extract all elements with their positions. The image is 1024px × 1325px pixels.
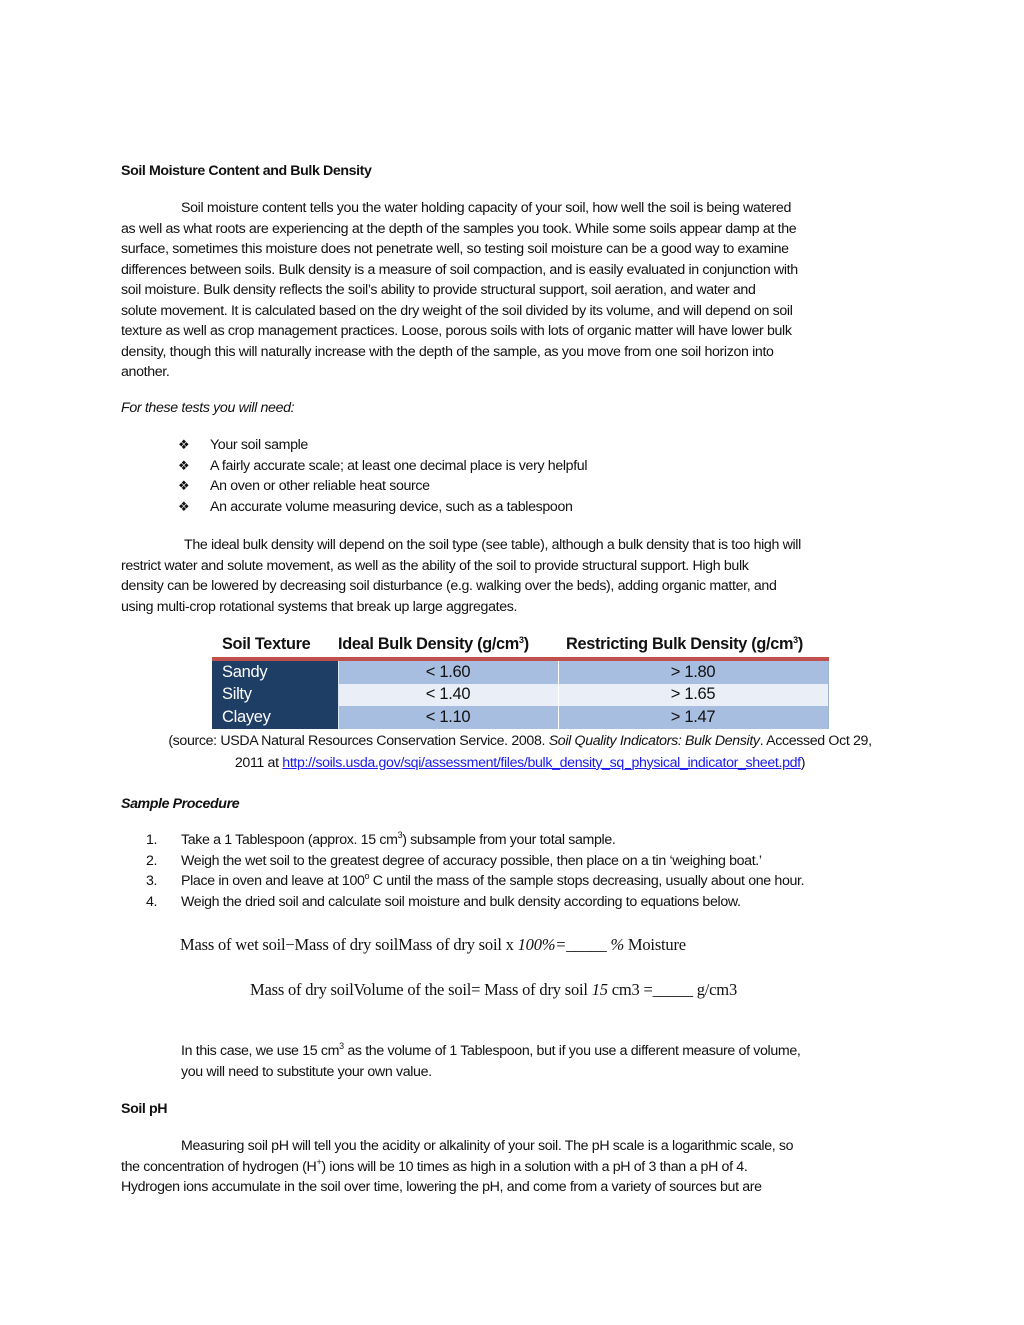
- list-item: ❖ Your soil sample: [178, 435, 587, 456]
- header-soil-texture: Soil Texture: [212, 633, 338, 659]
- paragraph-line: Hydrogen ions accumulate in the soil over time, lowering the pH, and come from a variety of sources but are: [121, 1179, 762, 1195]
- moisture-equation: Mass of wet soil−Mass of dry soilMass of dry soil x 100%=_____ % Moisture: [180, 935, 686, 954]
- table-header-row: [212, 633, 828, 659]
- needs-label: For these tests you will need:: [121, 400, 295, 416]
- cell-restricting: > 1.47: [558, 706, 828, 729]
- bulk-density-equation: Mass of dry soilVolume of the soil= Mass of dry soil 15 cm3 =_____ g/cm3: [250, 980, 737, 999]
- procedure-step: 4. Weigh the dried soil and calculate soil moisture and bulk density according to equations below.: [146, 893, 741, 910]
- note-line: you will need to substitute your own value.: [181, 1063, 432, 1080]
- bulk-density-table: [212, 633, 829, 729]
- cell-ideal: < 1.10: [338, 706, 558, 729]
- intro-line: surface, sometimes this moisture does not penetrate well, so testing soil moisture can be a good way to examine: [121, 241, 789, 257]
- list-item: ❖ An accurate volume measuring device, such as a tablespoon: [178, 497, 587, 518]
- intro-line: Soil moisture content tells you the water holding capacity of your soil, how well the soil is being watered: [181, 200, 791, 216]
- table-row: [212, 684, 828, 707]
- list-item: ❖ An oven or other reliable heat source: [178, 476, 587, 497]
- citation-title: Soil Quality Indicators: Bulk Density: [548, 733, 760, 749]
- list-item: ❖ A fairly accurate scale; at least one decimal place is very helpful: [178, 456, 587, 477]
- section-heading-moisture: Soil Moisture Content and Bulk Density: [121, 163, 372, 179]
- intro-line: texture as well as crop management practices. Loose, porous soils with lots of organic matter will have lower bulk: [121, 323, 792, 339]
- note-line: In this case, we use 15 $cm^3$ as the volume of 1 Tablespoon, but if you use a different measure of volume,: [181, 1041, 801, 1059]
- header-restricting-density: Restricting Bulk Density $(g/cm^3)$: [558, 633, 828, 659]
- intro-line: soil moisture. Bulk density reflects the soil’s ability to provide structural support, soil aeration, and water and: [121, 282, 756, 298]
- diamond-bullet-icon: ❖: [178, 478, 190, 494]
- cell-restricting: > 1.65: [558, 684, 828, 707]
- intro-paragraph: [121, 198, 911, 383]
- intro-line: another.: [121, 364, 170, 380]
- diamond-bullet-icon: ❖: [178, 437, 190, 453]
- intro-line: as well as what roots are experiencing at the depth of the samples you took. While some soils appear damp at the: [121, 220, 797, 237]
- source-url-link[interactable]: http://soils.usda.gov/sqi/assessment/files/bulk_density_sq_physical_indicator_sheet.pdf: [282, 754, 801, 771]
- cell-ideal: < 1.40: [338, 684, 558, 707]
- procedure-steps: [146, 830, 804, 912]
- paragraph-line: density can be lowered by decreasing soil disturbance (e.g. walking over the beds), adding organic matter, and: [121, 578, 777, 594]
- needs-list: [178, 435, 587, 517]
- volume-note: [181, 1041, 911, 1082]
- ph-paragraph: [121, 1136, 911, 1198]
- citation-line: 2011 at http://soils.usda.gov/sqi/assessment/files/bulk_density_sq_physical_indicator_sheet.pdf): [234, 754, 806, 771]
- table-row: [212, 706, 828, 729]
- procedure-heading: Sample Procedure: [121, 796, 240, 812]
- source-citation: [120, 731, 920, 773]
- cell-texture: Clayey: [212, 706, 338, 729]
- table-row: [212, 659, 828, 684]
- procedure-step: 3. Place in oven and leave at 100$^o$ C until the mass of the sample stops decreasing, usually about one hour.: [146, 871, 805, 890]
- procedure-step: 2. Weigh the wet soil to the greatest degree of accuracy possible, then place on a tin ‘weighing boat.’: [146, 852, 762, 869]
- paragraph-line: Measuring soil pH will tell you the acidity or alkalinity of your soil. The pH scale is a logarithmic scale, so: [181, 1138, 794, 1154]
- cell-restricting: > 1.80: [558, 659, 828, 684]
- section-heading-ph: Soil pH: [121, 1101, 168, 1117]
- diamond-bullet-icon: ❖: [178, 498, 190, 514]
- intro-line: differences between soils. Bulk density is a measure of soil compaction, and is easily evaluated in conjunction with: [121, 261, 798, 278]
- paragraph-line: using multi-crop rotational systems that break up large aggregates.: [121, 598, 518, 615]
- paragraph-line: restrict water and solute movement, as well as the ability of the soil to provide structural support. High bulk: [121, 557, 749, 574]
- intro-line: density, though this will naturally increase with the depth of the sample, as you move from one soil horizon into: [121, 343, 774, 360]
- paragraph-line: The ideal bulk density will depend on the soil type (see table), although a bulk density that is too high will: [184, 537, 801, 553]
- citation-line: (source: USDA Natural Resources Conservation Service. 2008. Soil Quality Indicators: Bulk Density. Accessed Oct 29,: [168, 733, 872, 749]
- procedure-step: 1. Take a 1 Tablespoon (approx. 15 $cm^3$) subsample from your total sample.: [146, 830, 616, 848]
- diamond-bullet-icon: ❖: [178, 457, 190, 473]
- header-ideal-density: Ideal Bulk Density $(g/cm^3)$: [338, 633, 558, 659]
- paragraph-line: the concentration of hydrogen (H+) ions will be 10 times as high in a solution with a pH of 3 than a pH of 4.: [121, 1156, 748, 1175]
- cell-texture: Sandy: [212, 659, 338, 684]
- intro-line: solute movement. It is calculated based on the dry weight of the soil divided by its volume, and will depend on soil: [121, 302, 793, 319]
- cell-ideal: < 1.60: [338, 659, 558, 684]
- ideal-density-paragraph: [121, 535, 911, 617]
- cell-texture: Silty: [212, 684, 338, 707]
